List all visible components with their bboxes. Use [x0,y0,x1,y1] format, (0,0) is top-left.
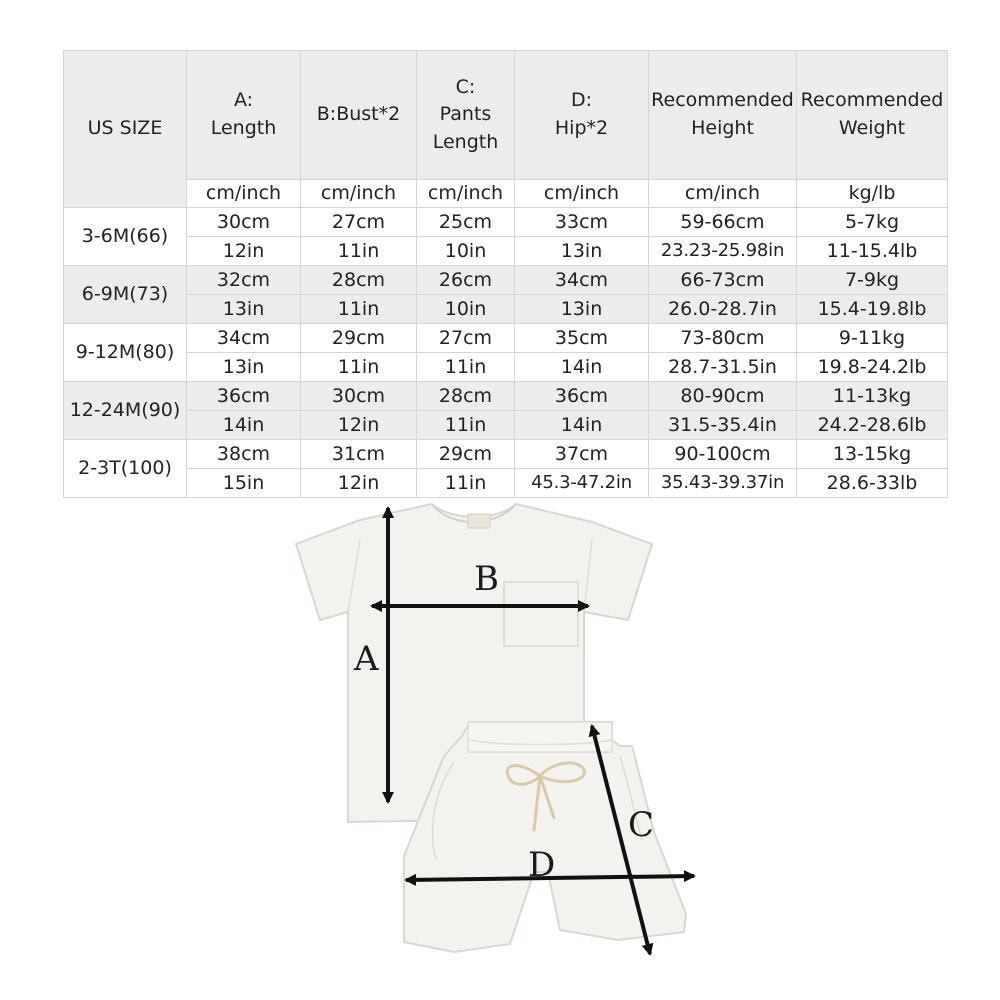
table-cell: 23.23-25.98in [649,237,797,266]
table-cell: 5-7kg [797,208,948,237]
table-cell: 14in [515,411,649,440]
table-cell: 31.5-35.4in [649,411,797,440]
table-row [64,295,948,324]
header-us-size: US SIZE [64,51,187,208]
table-cell: 13in [187,353,301,382]
table-cell: 19.8-24.2lb [797,353,948,382]
table-cell: 11-13kg [797,382,948,411]
table-cell: 34cm [515,266,649,295]
size-chart-table [63,50,948,498]
table-cell: 35cm [515,324,649,353]
unit-cell: cm/inch [515,180,649,208]
table-cell: 13-15kg [797,440,948,469]
table-cell: 13in [515,295,649,324]
table-row [64,324,948,353]
size-label: 3-6M(66) [64,208,187,266]
table-row [64,382,948,411]
table-cell: 15.4-19.8lb [797,295,948,324]
table-cell: 31cm [301,440,417,469]
table-row [64,469,948,498]
table-cell: 73-80cm [649,324,797,353]
header-recommended-weight: Recommended Weight [797,51,948,180]
table-cell: 10in [417,237,515,266]
unit-cell: kg/lb [797,180,948,208]
unit-cell: cm/inch [417,180,515,208]
unit-cell: cm/inch [301,180,417,208]
table-cell: 38cm [187,440,301,469]
garment-measurement-diagram [0,500,1000,1000]
table-cell: 12in [301,469,417,498]
label-a: A [354,639,379,679]
table-cell: 28.6-33lb [797,469,948,498]
table-cell: 29cm [417,440,515,469]
units-row [64,180,948,208]
table-cell: 80-90cm [649,382,797,411]
header-row [64,51,948,180]
table-cell: 11in [301,295,417,324]
table-cell: 59-66cm [649,208,797,237]
table-cell: 7-9kg [797,266,948,295]
header-pants-length: C: Pants Length [417,51,515,180]
table-row [64,411,948,440]
table-cell: 33cm [515,208,649,237]
table-row [64,266,948,295]
table-cell: 28cm [301,266,417,295]
table-cell: 15in [187,469,301,498]
table-cell: 26cm [417,266,515,295]
table-cell: 34cm [187,324,301,353]
header-length: A: Length [187,51,301,180]
table-cell: 10in [417,295,515,324]
table-cell: 36cm [187,382,301,411]
table-cell: 11-15.4lb [797,237,948,266]
table-cell: 28cm [417,382,515,411]
table-cell: 11in [417,353,515,382]
unit-cell: cm/inch [187,180,301,208]
header-recommended-height: Recommended Height [649,51,797,180]
table-cell: 24.2-28.6lb [797,411,948,440]
table-row [64,237,948,266]
size-label: 6-9M(73) [64,266,187,324]
table-row [64,440,948,469]
size-label: 9-12M(80) [64,324,187,382]
table-cell: 11in [417,469,515,498]
table-cell: 11in [301,353,417,382]
table-cell: 12in [301,411,417,440]
size-label: 2-3T(100) [64,440,187,498]
table-cell: 30cm [187,208,301,237]
table-cell: 35.43-39.37in [649,469,797,498]
table-cell: 66-73cm [649,266,797,295]
label-c: C [628,805,655,845]
table-cell: 30cm [301,382,417,411]
table-cell: 13in [515,237,649,266]
table-cell: 36cm [515,382,649,411]
table-cell: 13in [187,295,301,324]
table-row [64,353,948,382]
table-cell: 26.0-28.7in [649,295,797,324]
table-cell: 45.3-47.2in [515,469,649,498]
unit-cell: cm/inch [649,180,797,208]
table-cell: 14in [515,353,649,382]
table-cell: 12in [187,237,301,266]
table-cell: 37cm [515,440,649,469]
table-cell: 11in [417,411,515,440]
table-cell: 28.7-31.5in [649,353,797,382]
label-b: B [474,559,499,599]
table-cell: 11in [301,237,417,266]
table-cell: 25cm [417,208,515,237]
label-d: D [528,845,556,885]
table-cell: 90-100cm [649,440,797,469]
size-label: 12-24M(90) [64,382,187,440]
garment-diagram-svg [0,500,1000,1000]
table-cell: 32cm [187,266,301,295]
header-bust: B:Bust*2 [301,51,417,180]
table-row [64,208,948,237]
header-hip: D: Hip*2 [515,51,649,180]
table-cell: 14in [187,411,301,440]
table-cell: 29cm [301,324,417,353]
table-cell: 9-11kg [797,324,948,353]
table-cell: 27cm [301,208,417,237]
table-cell: 27cm [417,324,515,353]
